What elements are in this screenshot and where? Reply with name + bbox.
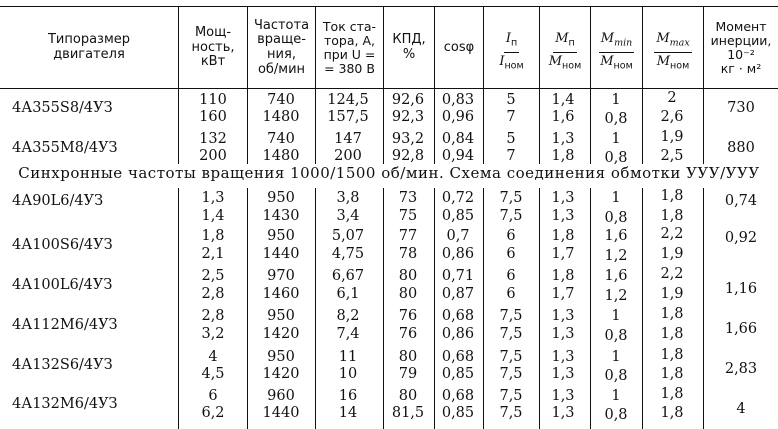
cell-power: 6,2 <box>201 405 225 421</box>
header-current-line1: Ток ста- <box>322 19 377 34</box>
cell-mp: 1,3 <box>551 349 575 365</box>
cell-mmin: 0,8 <box>604 210 628 226</box>
cell-power: 4,5 <box>201 366 225 382</box>
header-current <box>316 8 383 88</box>
col-divider-8-lower <box>590 188 591 429</box>
cell-ip: 6 <box>506 246 516 262</box>
header-ip-denominator: $I_{ном}$ <box>499 53 524 72</box>
header-ip-numerator: $I_п$ <box>504 30 519 53</box>
header-cosphi-text: cosφ <box>443 39 475 55</box>
cell-current: 5,07 <box>331 228 365 244</box>
cell-ip: 7,5 <box>499 366 523 382</box>
cell-current: 200 <box>334 148 362 164</box>
cell-speed: 1440 <box>262 246 300 262</box>
cell-ip: 7,5 <box>499 405 523 421</box>
header-mmax-numerator: $M_{max}$ <box>654 30 691 53</box>
header-mmin-ratio <box>591 30 642 74</box>
cell-eff: 92,6 <box>391 92 425 108</box>
cell-current: 16 <box>338 388 358 404</box>
cell-mp: 1,3 <box>551 190 575 206</box>
header-inertia <box>704 8 778 88</box>
cell-power: 1,3 <box>201 190 225 206</box>
header-current-line3: при U = <box>323 47 376 62</box>
cell-power: 132 <box>199 131 227 147</box>
header-speed-line4: об/мин <box>257 61 306 77</box>
header-efficiency-line1: КПД, <box>392 32 426 48</box>
cell-mmin: 0,8 <box>604 407 628 423</box>
cell-ip: 7 <box>506 148 516 164</box>
cell-cos: 0,71 <box>441 268 475 284</box>
header-current-line2: тора, А, <box>324 33 375 48</box>
cell-speed: 740 <box>267 131 295 147</box>
cell-speed: 1430 <box>262 208 300 224</box>
motor-model: 4А100L6/4УЗ <box>12 277 113 293</box>
cell-speed: 740 <box>267 92 295 108</box>
cell-power: 1,4 <box>201 208 225 224</box>
cell-mp: 1,8 <box>551 148 575 164</box>
header-power-line1: Мощ- <box>194 25 232 41</box>
cell-power: 3,2 <box>201 326 225 342</box>
inertia-value: 1,16 <box>724 281 758 297</box>
cell-current: 8,2 <box>336 308 360 324</box>
cell-mmax: 2,2 <box>660 266 684 282</box>
cell-mmax: 2 <box>667 90 677 106</box>
col-divider-9-lower <box>642 188 643 429</box>
cell-mmin: 1 <box>611 308 621 324</box>
cell-current: 147 <box>334 131 362 147</box>
header-efficiency <box>384 8 434 88</box>
header-mmax-ratio <box>643 30 703 74</box>
motor-model: 4А132М6/4УЗ <box>12 396 118 412</box>
cell-current: 14 <box>338 405 358 421</box>
cell-mp: 1,8 <box>551 268 575 284</box>
cell-eff: 92,3 <box>391 109 425 125</box>
cell-current: 10 <box>338 366 358 382</box>
header-mp-numerator: $M_п$ <box>553 30 577 53</box>
cell-ip: 6 <box>506 228 516 244</box>
cell-cos: 0,7 <box>446 228 470 244</box>
cell-eff: 78 <box>398 246 418 262</box>
cell-mmax: 2,2 <box>660 226 684 242</box>
col-divider-4-lower <box>383 188 384 429</box>
cell-current: 4,75 <box>331 246 365 262</box>
cell-speed: 950 <box>267 349 295 365</box>
header-speed-line1: Частота <box>253 17 310 33</box>
cell-mmax: 1,9 <box>660 246 684 262</box>
cell-mmax: 1,8 <box>660 366 684 382</box>
cell-speed: 970 <box>267 268 295 284</box>
cell-ip: 7,5 <box>499 190 523 206</box>
cell-mp: 1,4 <box>551 92 575 108</box>
header-model-line2: двигателя <box>53 47 125 62</box>
header-power <box>179 8 247 88</box>
cell-ip: 7 <box>506 109 516 125</box>
cell-mmin: 0,8 <box>604 328 628 344</box>
cell-cos: 0,96 <box>441 109 475 125</box>
cell-cos: 0,72 <box>441 190 475 206</box>
header-inertia-line4: кг · м² <box>720 61 762 76</box>
cell-ip: 5 <box>506 131 516 147</box>
cell-mp: 1,3 <box>551 326 575 342</box>
cell-current: 124,5 <box>327 92 369 108</box>
cell-speed: 950 <box>267 308 295 324</box>
header-model <box>0 8 178 88</box>
cell-cos: 0,86 <box>441 326 475 342</box>
cell-mmin: 0,8 <box>604 368 628 384</box>
cell-cos: 0,84 <box>441 131 475 147</box>
cell-mmax: 1,8 <box>660 405 684 421</box>
header-power-line3: кВт <box>200 54 226 70</box>
cell-mp: 1,3 <box>551 131 575 147</box>
cell-mmax: 1,9 <box>660 286 684 302</box>
col-divider-2-lower <box>247 188 248 429</box>
cell-eff: 80 <box>398 388 418 404</box>
cell-cos: 0,87 <box>441 286 475 302</box>
cell-power: 110 <box>199 92 227 108</box>
header-speed <box>248 8 315 88</box>
cell-mp: 1,8 <box>551 228 575 244</box>
cell-current: 3,4 <box>336 208 360 224</box>
cell-mmin: 0,8 <box>604 150 628 166</box>
cell-mp: 1,3 <box>551 366 575 382</box>
cell-eff: 75 <box>398 208 418 224</box>
cell-power: 2,5 <box>201 268 225 284</box>
cell-eff: 77 <box>398 228 418 244</box>
cell-mp: 1,7 <box>551 286 575 302</box>
cell-eff: 73 <box>398 190 418 206</box>
cell-ip: 7,5 <box>499 388 523 404</box>
cell-cos: 0,85 <box>441 405 475 421</box>
cell-mp: 1,3 <box>551 308 575 324</box>
cell-mmin: 1,2 <box>604 248 628 264</box>
cell-mp: 1,6 <box>551 109 575 125</box>
header-cosphi <box>435 8 483 88</box>
cell-ip: 7,5 <box>499 308 523 324</box>
cell-mmin: 1,2 <box>604 288 628 304</box>
col-divider-10-lower <box>703 188 704 429</box>
motor-model: 4А132S6/4УЗ <box>12 357 113 373</box>
cell-cos: 0,85 <box>441 208 475 224</box>
header-speed-line3: ния, <box>267 47 296 62</box>
inertia-value: 0,74 <box>724 193 758 209</box>
header-current-line4: = 380 В <box>324 61 375 76</box>
header-bottom-rule <box>0 88 778 89</box>
header-inertia-line3: 10⁻² <box>727 47 755 62</box>
cell-cos: 0,85 <box>441 366 475 382</box>
cell-current: 6,1 <box>336 286 360 302</box>
cell-mmax: 1,8 <box>660 326 684 342</box>
cell-eff: 92,8 <box>391 148 425 164</box>
header-power-line2: ность, <box>191 39 235 55</box>
cell-mmax: 1,8 <box>660 386 684 402</box>
motor-model: 4А100S6/4УЗ <box>12 237 113 253</box>
inertia-value: 880 <box>727 140 755 156</box>
cell-speed: 950 <box>267 228 295 244</box>
cell-current: 3,8 <box>336 190 360 206</box>
cell-mmax: 1,8 <box>660 208 684 224</box>
cell-mmin: 1 <box>611 349 621 365</box>
header-speed-line2: враще- <box>257 32 306 48</box>
cell-current: 11 <box>338 349 358 365</box>
col-divider-3-lower <box>315 188 316 429</box>
cell-speed: 1440 <box>262 405 300 421</box>
cell-ip: 7,5 <box>499 208 523 224</box>
motor-model: 4А90L6/4УЗ <box>12 193 104 209</box>
inertia-value: 1,66 <box>724 321 758 337</box>
inertia-value: 2,83 <box>724 361 758 377</box>
cell-eff: 80 <box>398 268 418 284</box>
inertia-value: 4 <box>736 401 746 417</box>
header-efficiency-line2: % <box>402 47 416 62</box>
cell-power: 6 <box>208 388 218 404</box>
cell-current: 6,67 <box>331 268 365 284</box>
cell-speed: 950 <box>267 190 295 206</box>
cell-cos: 0,86 <box>441 246 475 262</box>
cell-cos: 0,68 <box>441 308 475 324</box>
cell-current: 7,4 <box>336 326 360 342</box>
cell-ip: 6 <box>506 286 516 302</box>
cell-mmin: 1 <box>611 131 621 147</box>
cell-cos: 0,83 <box>441 92 475 108</box>
col-divider-1-lower <box>178 188 179 429</box>
cell-mp: 1,3 <box>551 405 575 421</box>
motor-model: 4А355S8/4УЗ <box>12 100 113 116</box>
motor-model: 4А112М6/4УЗ <box>12 317 118 333</box>
cell-mmax: 1,9 <box>660 129 684 145</box>
cell-power: 2,8 <box>201 286 225 302</box>
cell-eff: 80 <box>398 349 418 365</box>
cell-speed: 1420 <box>262 326 300 342</box>
cell-mmax: 1,8 <box>660 306 684 322</box>
cell-cos: 0,68 <box>441 349 475 365</box>
cell-speed: 1480 <box>262 148 300 164</box>
cell-power: 160 <box>199 109 227 125</box>
cell-ip: 7,5 <box>499 326 523 342</box>
cell-mmax: 2,6 <box>660 109 684 125</box>
cell-speed: 1460 <box>262 286 300 302</box>
cell-mmin: 1,6 <box>604 228 628 244</box>
cell-mp: 1,3 <box>551 208 575 224</box>
cell-power: 1,8 <box>201 228 225 244</box>
cell-mmax: 1,8 <box>660 347 684 363</box>
header-mmax-denominator: $M_{ном}$ <box>656 53 690 72</box>
cell-mmin: 1 <box>611 92 621 108</box>
cell-cos: 0,68 <box>441 388 475 404</box>
cell-power: 2,8 <box>201 308 225 324</box>
cell-eff: 76 <box>398 326 418 342</box>
cell-power: 2,1 <box>201 246 225 262</box>
cell-eff: 81,5 <box>391 405 425 421</box>
cell-ip: 7,5 <box>499 349 523 365</box>
cell-mmin: 1 <box>611 388 621 404</box>
cell-current: 157,5 <box>327 109 369 125</box>
cell-power: 200 <box>199 148 227 164</box>
cell-eff: 93,2 <box>391 131 425 147</box>
header-mp-denominator: $M_{ном}$ <box>548 53 582 72</box>
cell-mmin: 0,8 <box>604 111 628 127</box>
cell-cos: 0,94 <box>441 148 475 164</box>
cell-ip: 6 <box>506 268 516 284</box>
cell-ip: 5 <box>506 92 516 108</box>
cell-mmax: 1,8 <box>660 188 684 204</box>
cell-mp: 1,3 <box>551 388 575 404</box>
header-mmin-numerator: $M_{min}$ <box>599 30 634 53</box>
header-inertia-line1: Момент <box>715 19 767 34</box>
inertia-value: 730 <box>727 100 755 116</box>
cell-eff: 80 <box>398 286 418 302</box>
header-ip-ratio <box>484 30 539 74</box>
cell-speed: 1480 <box>262 109 300 125</box>
cell-eff: 79 <box>398 366 418 382</box>
header-mmin-denominator: $M_{ном}$ <box>600 53 633 72</box>
cell-eff: 76 <box>398 308 418 324</box>
inertia-value: 0,92 <box>724 230 758 246</box>
motor-model: 4А355М8/4УЗ <box>12 140 118 156</box>
header-inertia-line2: инерции, <box>710 33 772 48</box>
cell-mmax: 2,5 <box>660 148 684 164</box>
cell-mmin: 1,6 <box>604 268 628 284</box>
cell-mmin: 1 <box>611 190 621 206</box>
cell-mp: 1,7 <box>551 246 575 262</box>
col-divider-5-lower <box>434 188 435 429</box>
cell-speed: 1420 <box>262 366 300 382</box>
header-model-line1: Типоразмер <box>47 32 131 48</box>
col-divider-7-lower <box>539 188 540 429</box>
cell-speed: 960 <box>267 388 295 404</box>
section-title: Синхронные частоты вращения 1000/1500 об/мин. Схема соединения обмотки УУУ/УУУ <box>18 164 760 182</box>
header-mp-ratio <box>540 30 590 74</box>
cell-power: 4 <box>208 349 218 365</box>
col-divider-6-lower <box>483 188 484 429</box>
